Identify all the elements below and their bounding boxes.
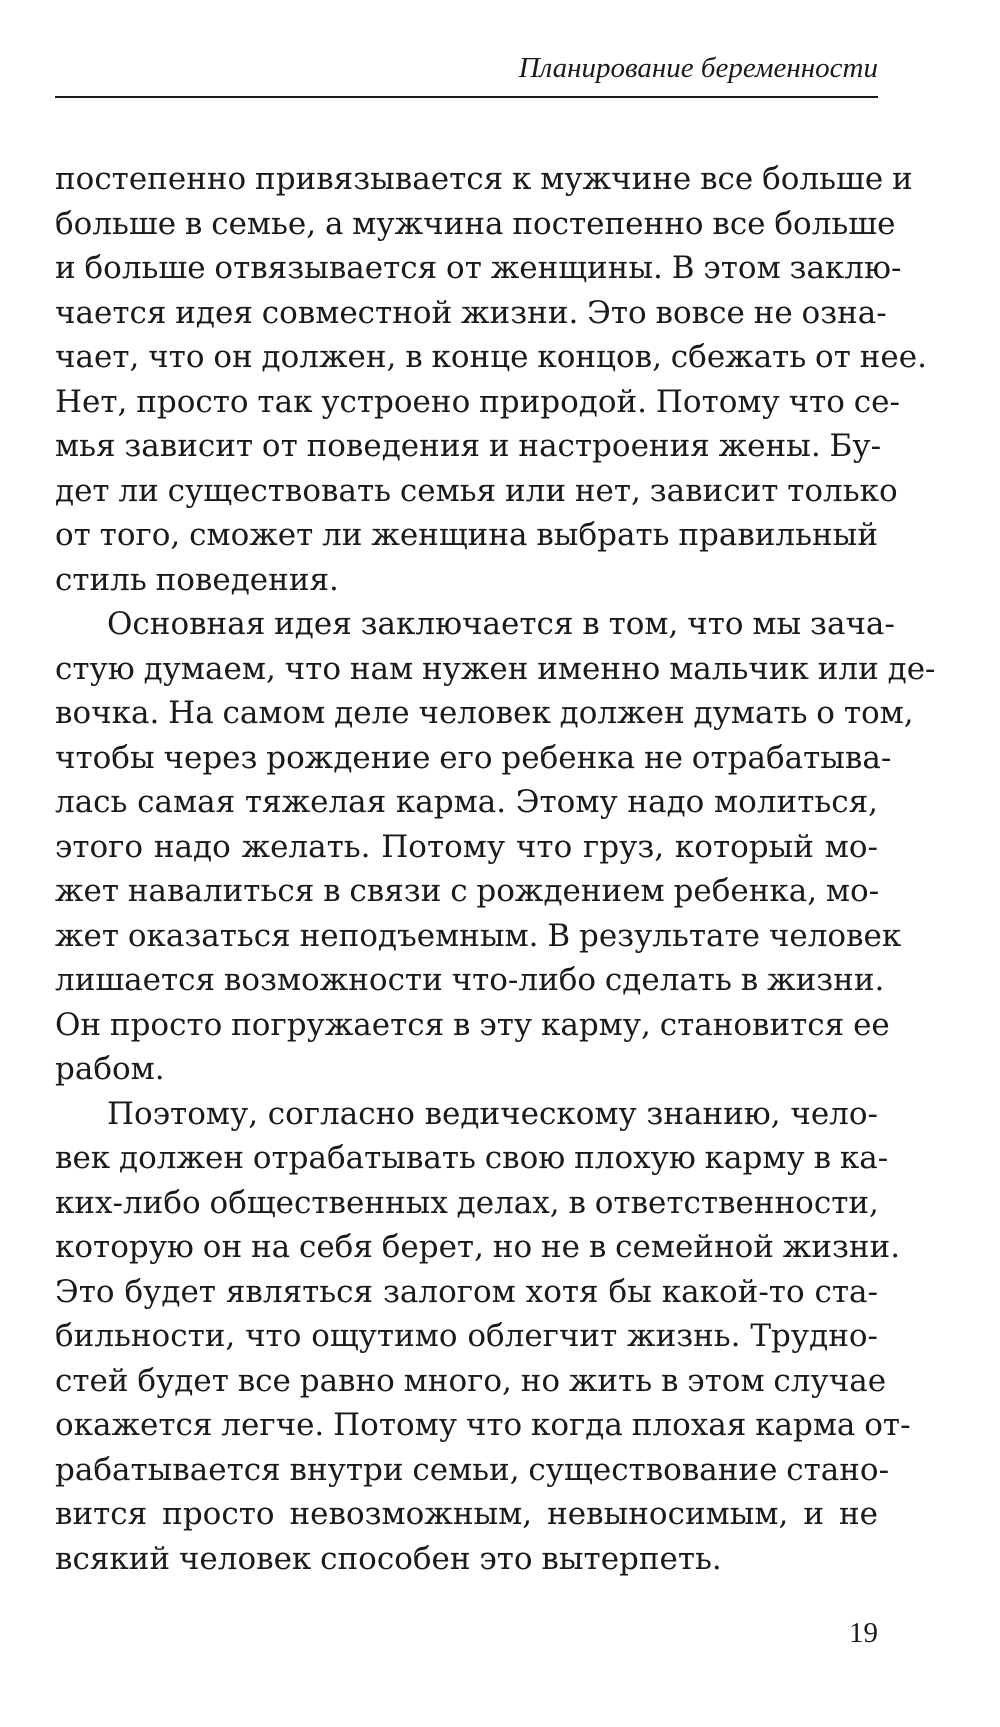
page-number: 19 — [849, 1617, 878, 1649]
running-head-title: Планирование беременности — [518, 52, 878, 84]
text-line: стую думаем, что нам нужен именно мальчик или де- — [55, 650, 936, 687]
text-line: постепенно привязывается к мужчине все больше и — [55, 161, 913, 197]
text-line: мья зависит от поведения и настроения жены. Бу- — [55, 428, 882, 464]
text-line: бильности, что ощутимо облегчит жизнь. Трудно- — [55, 1318, 878, 1354]
text-line: Основная идея заключается в том, что мы зача- — [107, 606, 895, 642]
text-line: век должен отрабатывать свою плохую карму в ка- — [55, 1140, 889, 1176]
text-line: и больше отвязывается от женщины. В этом заклю- — [55, 250, 902, 286]
text-line: чает, что он должен, в конце концов, сбежать от нее. — [55, 339, 927, 375]
text-line: больше в семье, а мужчина постепенно все больше — [55, 205, 896, 242]
text-line: рабатывается внутри семьи, существование стано- — [55, 1451, 890, 1488]
text-line: лишается возможности что-либо сделать в жизни. — [55, 962, 885, 998]
text-line: жет оказаться неподъемным. В результате человек — [55, 917, 902, 954]
text-line: стиль поведения. — [55, 561, 339, 598]
text-line: рабом. — [55, 1051, 165, 1087]
text-line: чтобы через рождение его ребенка не отрабатыва- — [55, 739, 892, 776]
text-line: от того, сможет ли женщина выбрать правильный — [55, 517, 878, 553]
header-rule — [55, 96, 878, 98]
text-line: вочка. На самом деле человек должен думать о том, — [55, 695, 914, 731]
text-line: лась самая тяжелая карма. Этому надо молиться, — [55, 784, 878, 820]
text-line: чается идея совместной жизни. Это вовсе не озна- — [55, 294, 887, 331]
text-line: вится просто невозможным, невыносимым, и не — [55, 1496, 878, 1532]
text-line: Он просто погружается в эту карму, становится ее — [55, 1006, 890, 1043]
text-line: этого надо желать. Потому что груз, который мо- — [55, 828, 878, 865]
text-line: окажется легче. Потому что когда плохая карма от- — [55, 1407, 911, 1443]
text-line: ких-либо общественных делах, в ответственности, — [55, 1184, 879, 1221]
paragraph — [55, 1092, 911, 1582]
text-line: Поэтому, согласно ведическому знанию, чело- — [107, 1095, 878, 1132]
body-text — [55, 157, 936, 1581]
text-line: стей будет все равно много, но жить в этом случае — [55, 1362, 887, 1399]
text-line: всякий человек способен это вытерпеть. — [55, 1540, 722, 1577]
paragraph — [55, 602, 936, 1092]
text-line: дет ли существовать семья или нет, зависит только — [55, 472, 898, 509]
text-line: Нет, просто так устроено природой. Потому что се- — [55, 383, 900, 420]
text-line: Это будет являться залогом хотя бы какой-то ста- — [55, 1273, 878, 1310]
paragraph — [55, 157, 927, 602]
text-line: которую он на себя берет, но не в семейной жизни. — [55, 1229, 901, 1265]
text-line: жет навалиться в связи с рождением ребенка, мо- — [55, 873, 880, 909]
